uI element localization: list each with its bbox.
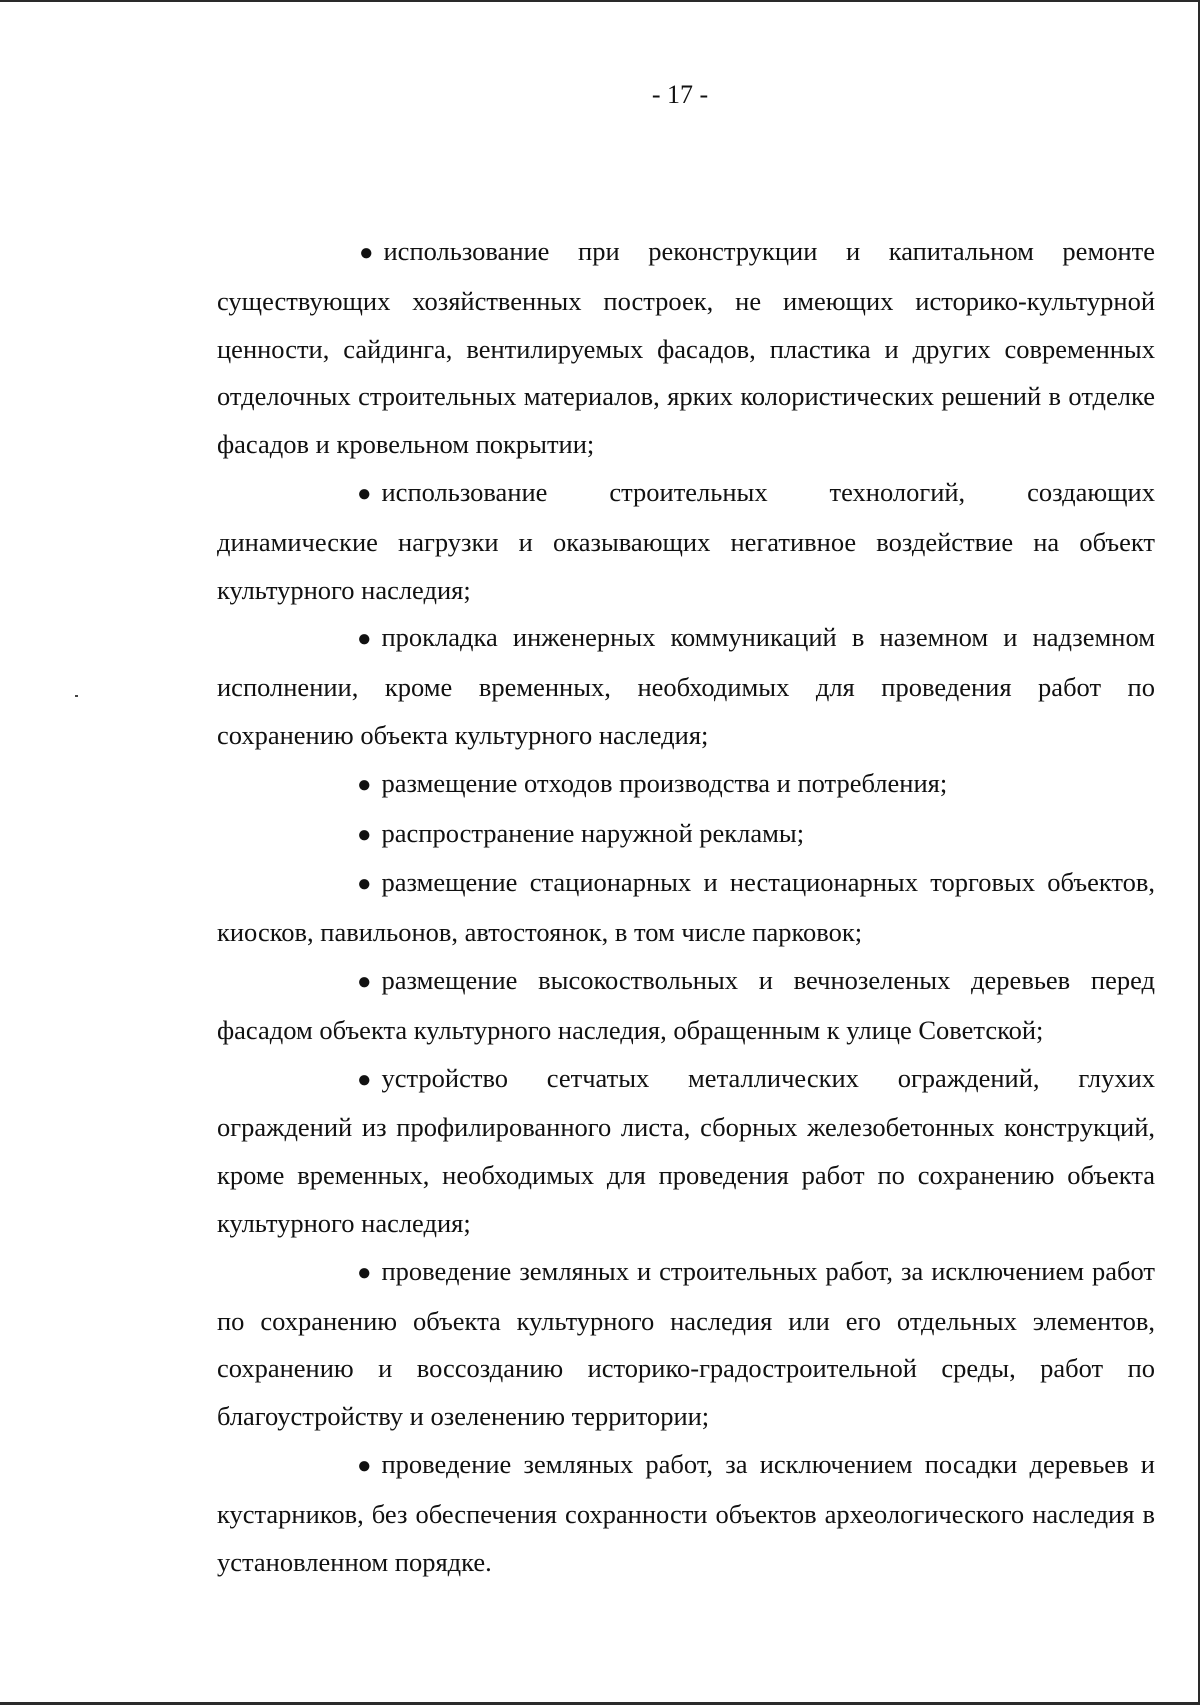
list-item [217,859,1155,957]
list-item [217,469,1155,614]
list-item-text: использование при реконструкции и капитальном ремонте существующих хозяйственных построек, не имеющих историко-культурной ценности, сайдинга, вентилируемых фасадов, пластика и других современных отделочных строительных материалов, ярких колористических решений в отделке фасадов и кровельном покрытии; [217,236,1155,460]
list-item-text: проведение земляных и строительных работ, за исключением работ по сохранению объекта культурного наследия или его отдельных элементов, сохранению и воссозданию историко-градостроительной среды, работ по благоустройству и озеленению территории; [217,1255,1155,1432]
list-item [217,228,1155,469]
list-item [217,760,1155,810]
list-item-text: распространение наружной рекламы; [381,817,805,848]
scan-speck [75,695,78,697]
list-item-text: устройство сетчатых металлических ограждений, глухих ограждений из профилированного листа, сборных железобетонных конструкций, кроме временных, необходимых для проведения работ по сохранению объекта культурного наследия; [217,1062,1155,1238]
list-item [217,614,1155,759]
list-item-text: проведение земляных работ, за исключением посадки деревьев и кустарников, без обеспечения сохранности объектов археологического наследия в установленном порядке. [217,1448,1155,1577]
bullet-icon: ● [359,240,374,266]
list-item-text: размещение стационарных и нестационарных торговых объектов, киосков, павильонов, автостоянок, в том числе парковок; [217,867,1155,948]
bullet-icon: ● [357,821,372,848]
bullet-icon: ● [357,1452,372,1479]
list-item [217,1441,1155,1586]
list-item [217,957,1155,1055]
bullet-icon: ● [357,1066,372,1093]
list-item [217,810,1155,860]
bullet-icon: ● [357,871,372,898]
bullet-icon: ● [357,480,372,507]
bullet-icon: ● [357,626,372,653]
bullet-icon: ● [357,968,372,995]
list-item [217,1248,1155,1441]
list-item-text: прокладка инженерных коммуникаций в наземном и надземном исполнении, кроме временных, необходимых для проведения работ по сохранению объекта культурного наследия; [217,622,1155,750]
bullet-icon: ● [357,1259,372,1286]
list-item [217,1055,1155,1248]
restrictions-list [217,228,1155,1586]
list-item-text: размещение высокоствольных и вечнозеленых деревьев перед фасадом объекта культурного наследия, обращенным к улице Советской; [217,964,1155,1045]
scan-top-edge [0,0,1200,2]
list-item-text: размещение отходов производства и потребления; [381,767,948,798]
list-item-text: использование строительных технологий, создающих динамические нагрузки и оказывающих негативное воздействие на объект культурного наследия; [217,476,1155,605]
page-number: - 17 - [651,80,709,109]
bullet-icon: ● [357,771,372,798]
